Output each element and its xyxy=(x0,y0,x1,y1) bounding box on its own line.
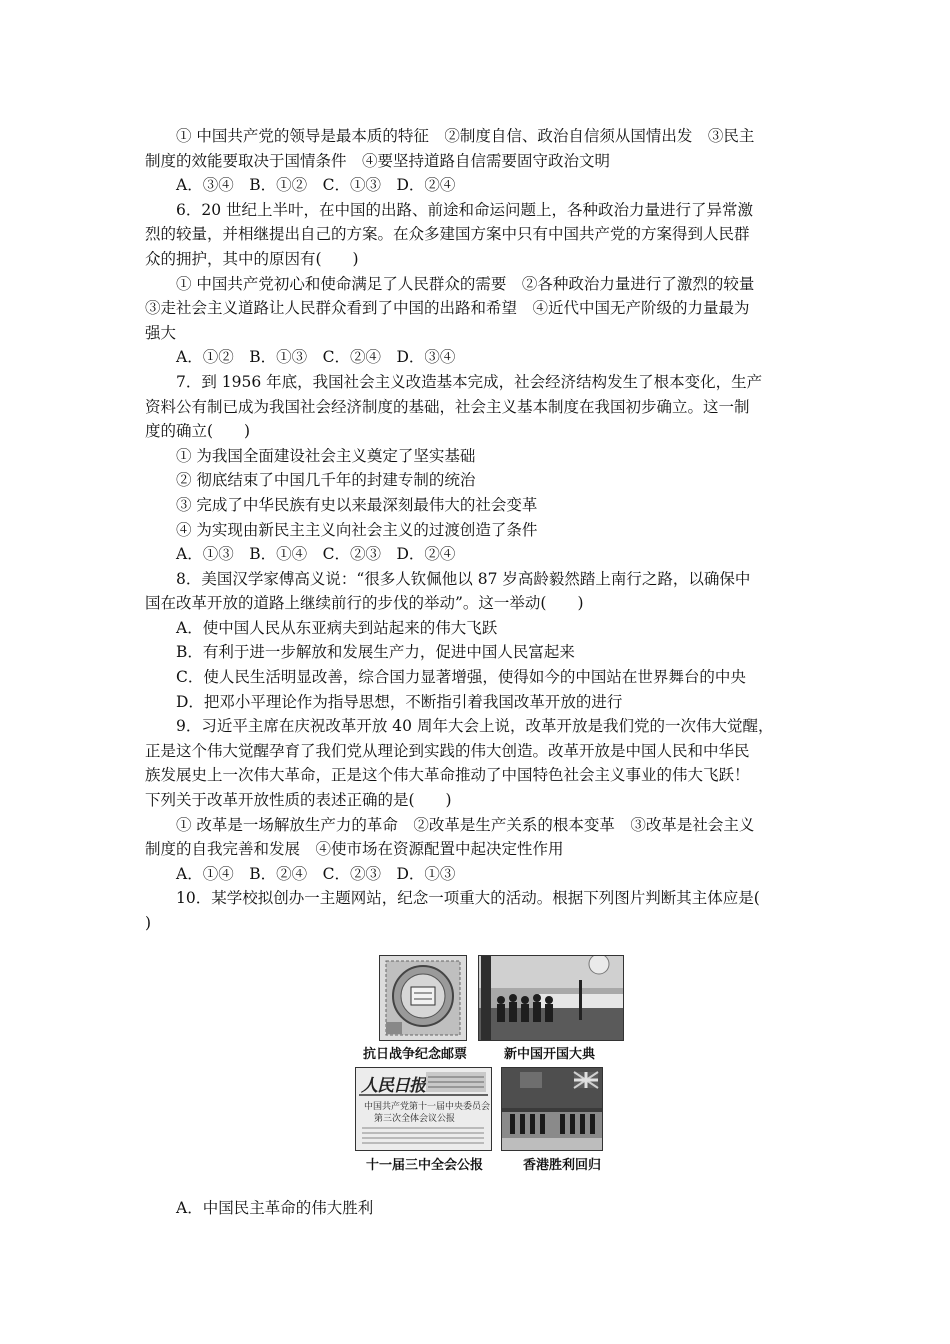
question-9-stem: 9．习近平主席在庆祝改革开放 40 周年大会上说，改革开放是我们党的一次伟大觉醒， xyxy=(176,717,774,736)
text-line: ② 彻底结束了中国几千年的封建专制的统治 xyxy=(176,471,476,490)
option-a: A．使中国人民从东亚病夫到站起来的伟大飞跃 xyxy=(176,618,498,637)
newspaper-headline-1: 中国共产党第十一届中央委员会 xyxy=(364,1102,491,1112)
option-c: C．使人民生活明显改善，综合国力显著增强，使得如今的中国站在世界舞台的中央 xyxy=(176,668,746,687)
text-line: ① 改革是一场解放生产力的革命 ②改革是生产关系的根本变革 ③改革是社会主义 xyxy=(176,815,755,834)
question-10-option-a: A．中国民主革命的伟大胜利 xyxy=(176,1199,374,1217)
answer-options: A．①④ B．②④ C．②③ D．①③ xyxy=(176,864,456,883)
stamp-illustration xyxy=(380,956,466,1040)
question-8-stem: 8．美国汉学家傅高义说：“很多人钦佩他以 87 岁高龄毅然踏上南行之路，以确保中 xyxy=(176,569,751,588)
caption-hongkong: 香港胜利回归 xyxy=(523,1158,602,1173)
caption-newspaper: 十一届三中全会公报 xyxy=(366,1158,484,1173)
text-line: ③ 完成了中华民族有史以来最深刻最伟大的社会变革 xyxy=(176,495,538,514)
text-line: 制度的效能要取决于国情条件 ④要坚持道路自信需要固守政治文明 xyxy=(145,151,611,170)
text-line: ③走社会主义道路让人民群众看到了中国的出路和希望 ④近代中国无产阶级的力量最为 xyxy=(145,299,750,318)
text-line: 众的拥护，其中的原因有( ) xyxy=(145,249,359,268)
question-10-figure xyxy=(352,955,627,1175)
text-line: ) xyxy=(145,914,152,932)
text-line: 正是这个伟大觉醒孕育了我们党从理论到实践的伟大创造。改革开放是中国人民和中华民 xyxy=(145,741,750,760)
text-line: ① 中国共产党的领导是最本质的特征 ②制度自信、政治自信须从国情出发 ③民主 xyxy=(176,127,755,145)
answer-options: A．①② B．①③ C．②④ D．③④ xyxy=(176,348,456,367)
answer-options: A．①③ B．①④ C．②③ D．②④ xyxy=(176,545,456,564)
newspaper-masthead: 人民日报 xyxy=(361,1076,425,1096)
caption-stamp: 抗日战争纪念邮票 xyxy=(363,1047,468,1062)
text-line: ① 为我国全面建设社会主义奠定了坚实基础 xyxy=(176,446,476,465)
option-d: D．把邓小平理论作为指导思想，不断指引着我国改革开放的进行 xyxy=(176,692,623,711)
text-line: ① 中国共产党初心和使命满足了人民群众的需要 ②各种政治力量进行了激烈的较量 xyxy=(176,274,755,293)
text-line: 下列关于改革开放性质的表述正确的是( ) xyxy=(145,791,452,810)
hongkong-handover-image xyxy=(501,1067,603,1151)
text-line: 国在改革开放的道路上继续前行的步伐的举动”。这一举动( ) xyxy=(145,594,584,613)
text-line: ④ 为实现由新民主主义向社会主义的过渡创造了条件 xyxy=(176,520,538,539)
caption-founding: 新中国开国大典 xyxy=(504,1047,596,1062)
text-line: 强大 xyxy=(145,323,177,342)
newspaper-headline-2: 第三次全体会议公报 xyxy=(374,1114,456,1124)
question-7-stem: 7．到 1956 年底，我国社会主义改造基本完成，社会经济结构发生了根本变化，生产 xyxy=(176,372,763,391)
founding-ceremony-image xyxy=(478,955,624,1041)
answer-options: A．③④ B．①② C．①③ D．②④ xyxy=(176,176,456,195)
newspaper-image xyxy=(355,1067,492,1151)
handover-illustration xyxy=(502,1068,602,1150)
text-line: 资料公有制已成为我国社会经济制度的基础，社会主义基本制度在我国初步确立。这一制 xyxy=(145,397,750,416)
question-6-stem: 6．20 世纪上半叶，在中国的出路、前途和命运问题上，各种政治力量进行了异常激 xyxy=(176,200,754,219)
text-line: 制度的自我完善和发展 ④使市场在资源配置中起决定性作用 xyxy=(145,840,564,859)
text-line: 度的确立( ) xyxy=(145,422,251,441)
text-line: 烈的较量，并相继提出自己的方案。在众多建国方案中只有中国共产党的方案得到人民群 xyxy=(145,225,750,244)
text-line: 族发展史上一次伟大革命，正是这个伟大革命推动了中国特色社会主义事业的伟大飞跃！ xyxy=(145,766,750,785)
question-10-stem: 10．某学校拟创办一主题网站，纪念一项重大的活动。根据下列图片判断其主体应是( xyxy=(176,889,760,908)
question-text xyxy=(145,124,810,936)
option-b: B．有利于进一步解放和发展生产力，促进中国人民富起来 xyxy=(176,643,575,662)
stamp-image xyxy=(379,955,467,1041)
ceremony-illustration xyxy=(479,956,623,1040)
